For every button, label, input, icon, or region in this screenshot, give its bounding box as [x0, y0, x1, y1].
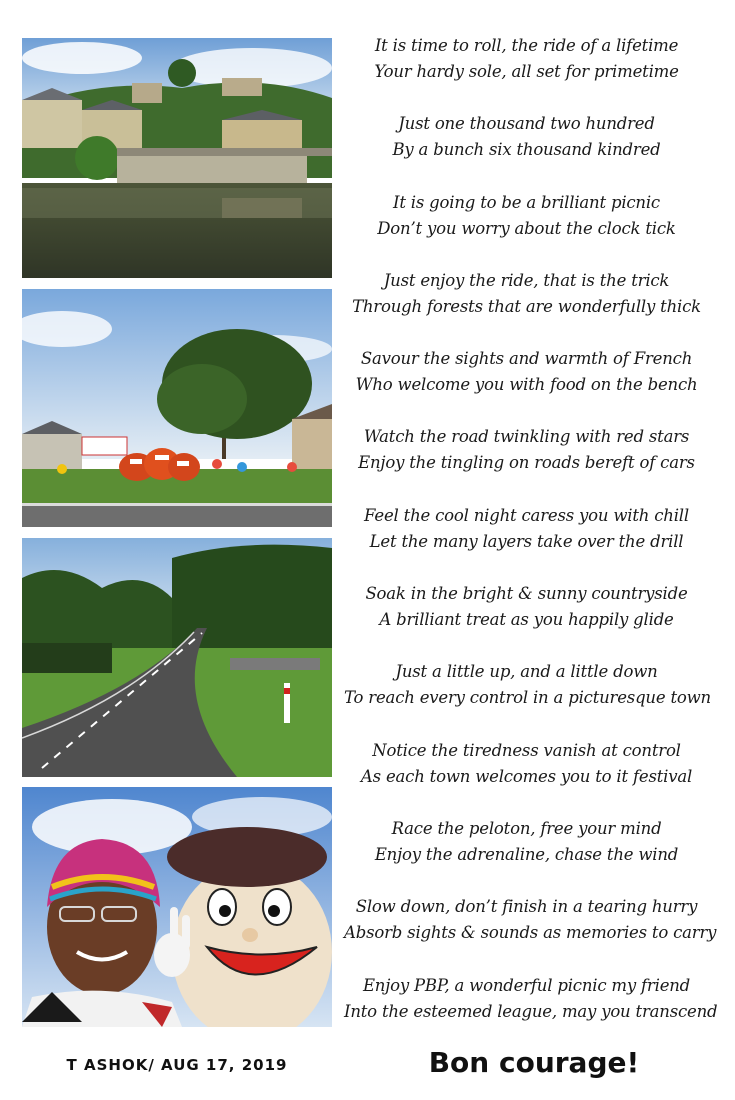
poem-line: Your hardy sole, all set for primetime [374, 62, 679, 81]
poem-line: Slow down, don’t finish in a tearing hurry [355, 897, 698, 917]
poem-stanza-3 [344, 190, 709, 268]
river-town-photo [22, 38, 332, 278]
roundabout-photo [22, 289, 332, 527]
poem-stanza-9 [344, 659, 709, 737]
poem-line: Enjoy the adrenaline, chase the wind [374, 844, 679, 864]
poem-line: Who welcome you with food on the bench [355, 375, 698, 395]
poem-line: By a bunch six thousand kindred [392, 140, 661, 160]
poem-line: Just one thousand two hundred [398, 114, 655, 134]
poem-line: It is going to be a brilliant picnic [393, 192, 660, 212]
poem-stanza-10 [344, 738, 709, 816]
poem-stanza-1 [344, 33, 709, 111]
poem-stanza-7 [344, 503, 709, 581]
poem-line: Just a little up, and a little down [395, 662, 658, 682]
closing-greeting: Bon courage! [428, 1046, 640, 1079]
poem-line: Savour the sights and warmth of French [360, 349, 693, 369]
poem-line: As each town welcomes you to it festival [360, 766, 693, 786]
poem-stanza-2 [344, 111, 709, 189]
poem-line: Enjoy PBP, a wonderful picnic my friend [362, 975, 691, 995]
poem-line: Feel the cool night caress you with chill [364, 505, 689, 525]
poem-line: Enjoy the tingling on roads bereft of cars [358, 453, 695, 473]
poem [344, 33, 718, 1051]
poem-line: Watch the road twinkling with red stars [363, 427, 690, 447]
poem-line: To reach every control in a picturesque town [344, 688, 711, 708]
poem-line: Don’t you worry about the clock tick [377, 218, 676, 238]
author-signature: T ASHOK/ AUG 17, 2019 [66, 1056, 288, 1074]
poem-stanza-12 [344, 894, 717, 972]
poem-stanza-13 [344, 973, 718, 1051]
selfie-with-mascot-photo [22, 787, 332, 1027]
poem-line: A brilliant treat as you happily glide [379, 610, 674, 630]
poem-line: Just enjoy the ride, that is the trick [383, 270, 670, 290]
poem-line: Through forests that are wonderfully thick [352, 296, 701, 316]
poem-line: Soak in the bright & sunny countryside [365, 584, 688, 604]
poem-stanza-11 [344, 816, 709, 894]
poem-line: Let the many layers take over the drill [369, 531, 684, 551]
poem-line: Notice the tiredness vanish at control [372, 740, 681, 760]
poem-stanza-5 [344, 346, 709, 424]
poem-stanza-8 [344, 581, 709, 659]
poem-line: It is time to roll, the ride of a lifetime [374, 36, 679, 55]
poem-stanza-6 [344, 424, 709, 502]
poem-line: Into the esteemed league, may you transcend [344, 1001, 718, 1021]
poem-line: Race the peloton, free your mind [391, 818, 662, 838]
poem-line: Absorb sights & sounds as memories to carry [344, 923, 717, 943]
country-road-photo [22, 538, 332, 777]
poem-stanza-4 [344, 268, 709, 346]
